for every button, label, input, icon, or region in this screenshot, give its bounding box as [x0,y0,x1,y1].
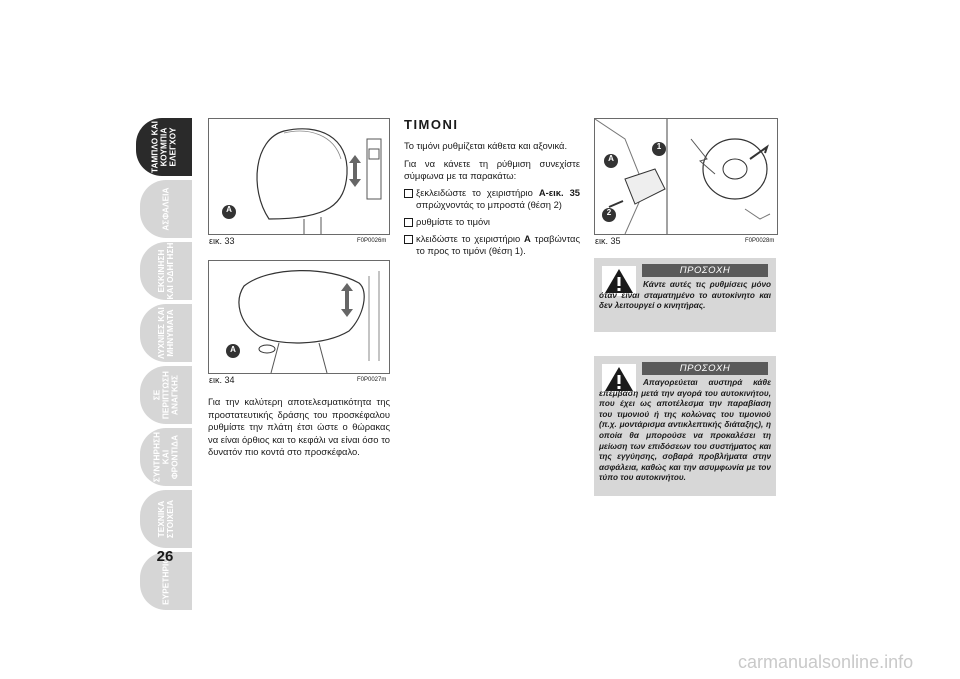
tab-maintenance[interactable] [140,428,192,486]
watermark: carmanualsonline.info [738,652,914,672]
step-lock: κλειδώστε το χειριστήριο A τραβώντας το προς το τιμόνι (θέση 1). [404,233,580,258]
tab-dashboard-controls[interactable] [136,118,192,176]
figure-34-code: F0P0027m [357,377,387,383]
tab-label: ΕΚΚΙΝΗΣΗ ΚΑΙ ΟΔΗΓΗΣΗ [157,242,175,300]
tab-label: ΣΕ ΠΕΡΙΠΤΩΣΗ ΑΝΑΓΚΗΣ [152,370,180,420]
headrest-illustration [209,261,389,373]
tab-label: ΣΥΝΤΗΡΗΣΗ ΚΑΙ ΦΡΟΝΤΙΔΑ [152,431,180,483]
figure-33-code: F0P0026m [357,238,387,244]
tab-label: ΕΥΡΕΤΗΡΙΟ [161,557,171,605]
tab-starting-driving[interactable] [140,242,192,300]
figure-34-caption: εικ. 34 [209,375,235,385]
steering-steps [404,187,580,258]
warning-title: ΠΡΟΣΟΧΗ [642,362,768,375]
figure-35-steering [594,118,778,235]
checkbox-bullet-icon [404,218,413,227]
tab-safety[interactable] [140,180,192,238]
tab-emergency[interactable] [140,366,192,424]
tab-label: ΤΕΧΝΙΚΑ ΣΤΟΙΧΕΙΑ [157,499,175,539]
warning-text: Απαγορεύεται αυστηρά κάθε επέμβαση μετά την αγορά του αυτοκινήτου, που έχει ως αποτέλεσμα την παραβίαση του τιμονιού ή της κολώνας του τιμονιού (π.χ. μοντάρισμα αντικλεπτικής διάταξης), η οποία θα μπορούσε να προκαλέσει τη μείωση των επιδόσεων του συστήματος και της εγγύησης, σοβαρά προβλήματα στην ασφάλεια, καθώς και την ασυμφωνία με τον τύπο του αυτοκινήτου. [599,378,771,483]
figure-35-label-1: 1 [656,142,662,151]
tab-label: ΤΑΜΠΛΟ ΚΑΙ ΚΟΥΜΠΙΑ ΕΛΕΓΧΟΥ [150,120,178,174]
checkbox-bullet-icon [404,189,413,198]
figure-35-label-2: 2 [606,208,612,217]
tab-lights-messages[interactable] [140,304,192,362]
figure-34-headrest [208,260,390,374]
figure-35-label-a: A [608,154,614,163]
warning-title: ΠΡΟΣΟΧΗ [642,264,768,277]
figure-33-headrest [208,118,390,235]
step-adjust: ρυθμίστε το τιμόνι [404,216,580,229]
steering-intro: Το τιμόνι ρυθμίζεται κάθετα και αξονικά. [404,140,568,151]
figure-35-caption: εικ. 35 [595,236,621,246]
step-unlock: ξεκλειδώστε το χειριστήριο A-εικ. 35 σπρώχνοντάς το μπροστά (θέση 2) [404,187,580,212]
steering-text [404,140,580,262]
headrest-illustration [209,119,389,234]
tab-label: ΑΣΦΑΛΕΙΑ [161,187,171,231]
page-number: 26 [156,548,174,565]
warning-text: Κάντε αυτές τις ρυθμίσεις μόνο όταν είναι σταματημένο το αυτοκίνητο και δεν λειτουργεί ο κινητήρας. [599,280,771,311]
figure-33-caption: εικ. 33 [209,236,235,246]
headrest-adjustment-text: Για την καλύτερη αποτελεσματικότητα της προστατευτικής δράσης του προσκέφαλου ρυθμίστε την πλάτη έτσι ώστε ο θώρακας να είναι όρθιος και το κεφάλι να είναι όσο το δυνατόν πιο κοντά στο προσκέφαλο. [208,396,390,458]
warning-box-2 [594,356,776,496]
tab-label: ΛΥΧΝΙΕΣ ΚΑΙ ΜΗΝΥΜΑΤΑ [157,307,175,359]
checkbox-bullet-icon [404,235,413,244]
warning-box-1 [594,258,776,332]
section-title: ΤΙΜΟΝΙ [404,117,459,132]
figure-33-label-a: A [226,205,232,214]
steering-intro2: Για να κάνετε τη ρύθμιση συνεχίστε σύμφωνα με τα παρακάτω: [404,157,580,182]
tab-technical-data[interactable] [140,490,192,548]
figure-35-code: F0P0028m [745,238,775,244]
steering-illustration [595,119,777,234]
figure-34-label-a: A [230,345,236,354]
